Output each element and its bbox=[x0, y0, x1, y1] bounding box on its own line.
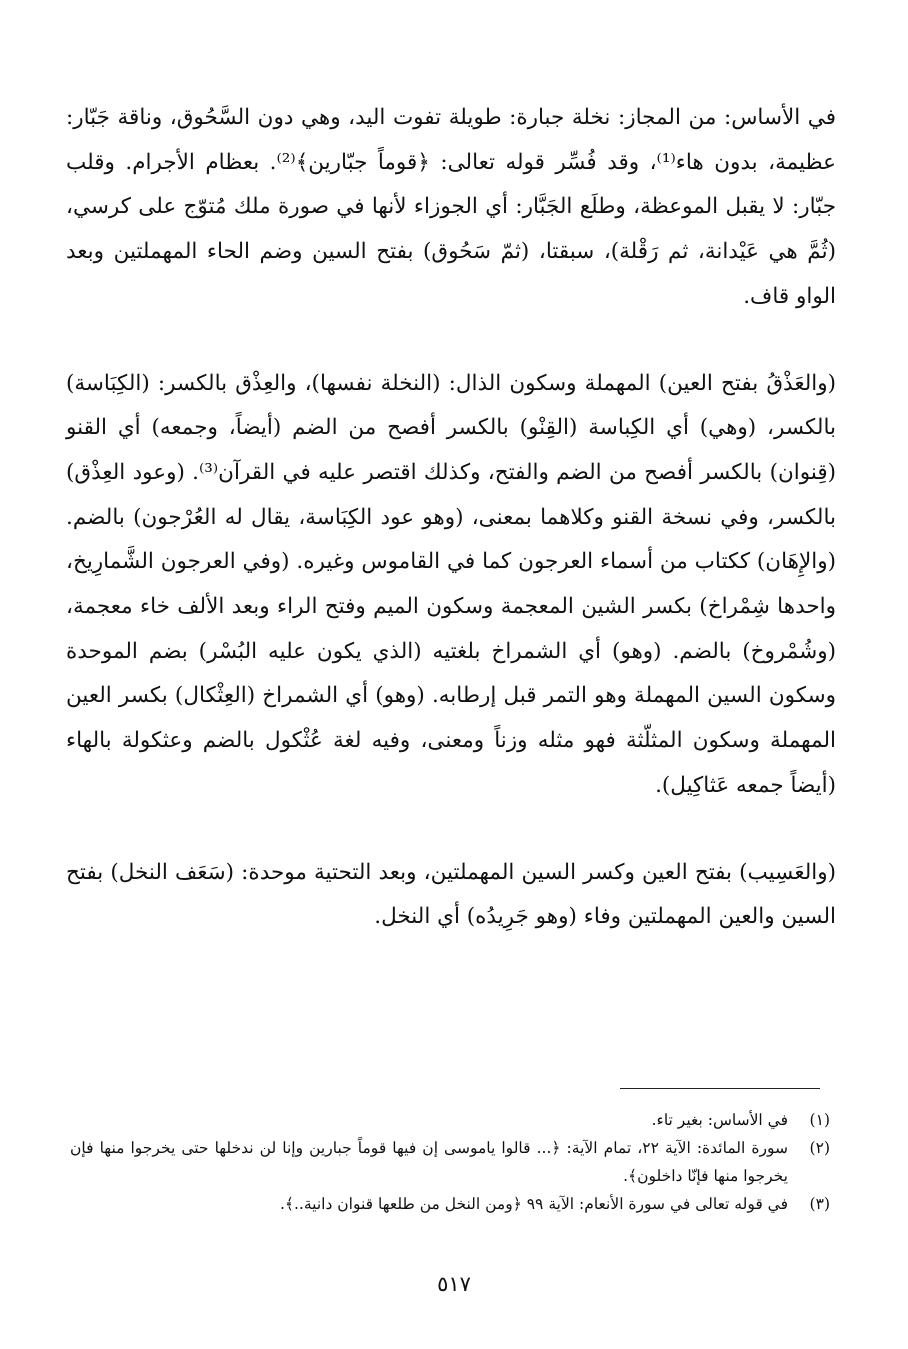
footnote-number: (٣) bbox=[809, 1195, 830, 1213]
footnote-item bbox=[70, 1106, 830, 1134]
page-number: ٥١٧ bbox=[437, 1272, 471, 1296]
footnote-item bbox=[70, 1190, 830, 1218]
footnote-number: (٢) bbox=[809, 1139, 830, 1157]
footnote-text: في الأساس: بغير تاء. bbox=[651, 1111, 788, 1129]
paragraph-gap bbox=[66, 342, 836, 362]
footnote-text: في قوله تعالى في سورة الأنعام: الآية ٩٩ ﴿ومن النخل من طلعها قنوان دانية..﴾. bbox=[279, 1195, 788, 1213]
main-text bbox=[66, 96, 836, 962]
paragraph-jabbar: في الأساس: من المجاز: نخلة جبارة: طويلة تفوت اليد، وهي دون السَّحُوق، وناقة جَبّار: عظيمة، بدون هاء⁽¹⁾، وقد فُسِّر قوله تعالى: ﴿قوماً جبّارين﴾⁽²⁾. بعظام الأجرام. وقلب جبّار: لا يقبل الموعظة، وطلَع الجَبَّار: أي الجوزاء لأنها في صورة ملك مُتوّج على كرسي، (ثُمَّ هي عَيْدانة، ثم رَقْلة)، سبقتا، (ثمّ سَحُوق) بفتح السين وضم الحاء المهملتين وبعد الواو قاف. bbox=[66, 105, 836, 309]
footnotes bbox=[70, 1106, 830, 1218]
footnote-number: (١) bbox=[809, 1111, 830, 1129]
paragraph-adhq: (والعَذْقُ بفتح العين) المهملة وسكون الذال: (النخلة نفسها)، والعِذْق بالكسر: (الكِبَاسة) بالكسر، (وهي) أي الكِباسة (القِنْو) بالكسر أفصح من الضم (أيضاً، وجمعه) أي القنو (قِنوان) بالكسر أفصح من الضم والفتح، وكذلك اقتصر عليه في القرآن⁽³⁾. (وعود العِذْق) بالكسر، وفي نسخة القنو وكلاهما بمعنى، (وهو عود الكِبَاسة، يقال له العُرْجون) بالضم. (والإِهَان) ككتاب من أسماء العرجون كما في القاموس وغيره. (وفي العرجون الشَّمارِيخ، واحدها شِمْراخ) بكسر الشين المعجمة وسكون الميم وفتح الراء وبعد الألف خاء معجمة، (وشُمْروخ) بالضم. (وهو) أي الشمراخ بلغتيه (الذي يكون عليه البُسْر) بضم الموحدة وسكون السين المهملة وهو التمر قبل إرطابه. (وهو) أي الشمراخ (العِثْكال) بكسر العين المهملة وسكون المثلّثة فهو مثله وزناً ومعنى، وفيه لغة عُثْكول بالضم وعثكولة بالهاء (أيضاً جمعه عَثاكِيل). bbox=[66, 370, 836, 798]
footnote-text: سورة المائدة: الآية ٢٢، تمام الآية: ﴿... قالوا ياموسى إن فيها قوماً جبارين وإنا لن ندخلها حتى يخرجوا منها فإن يخرجوا منها فإنّا داخلون﴾. bbox=[70, 1139, 788, 1185]
paragraph-asib: (والعَسِيب) بفتح العين وكسر السين المهملتين، وبعد التحتية موحدة: (سَعَف النخل) بفتح السين والعين المهملتين وفاء (وهو جَرِيدُه) أي النخل. bbox=[66, 859, 836, 930]
footnote-divider bbox=[620, 1088, 820, 1089]
footnote-item bbox=[70, 1134, 830, 1190]
paragraph-gap bbox=[66, 831, 836, 851]
